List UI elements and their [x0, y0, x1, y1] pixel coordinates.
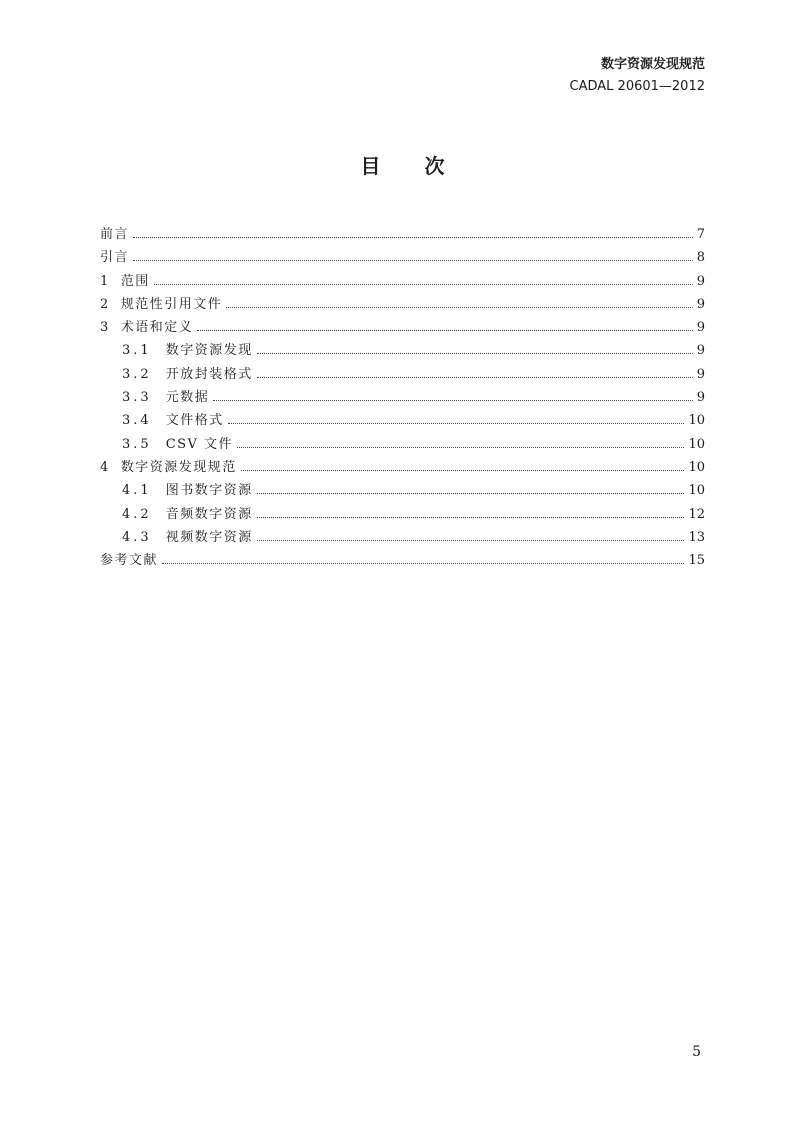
- toc-entry-title: 元数据: [165, 390, 210, 406]
- toc-leader: [257, 492, 685, 494]
- toc-entry-title: 开放封装格式: [165, 366, 253, 382]
- toc-entry-page: 9: [696, 343, 705, 359]
- toc-entry-title: 文件格式: [165, 413, 224, 429]
- toc-entry-number: 3.1: [122, 343, 152, 359]
- toc-entry-number: 3.5: [122, 436, 152, 452]
- toc-subentry[interactable]: [100, 386, 705, 409]
- toc-entry-title: 引言: [100, 250, 130, 266]
- toc-entry-page: 9: [696, 390, 705, 406]
- toc-leader: [213, 399, 693, 401]
- standard-code: CADAL 20601—2012: [569, 79, 705, 94]
- standard-title: 数字资源发现规范: [600, 57, 705, 72]
- toc-entry-title: 视频数字资源: [165, 529, 253, 545]
- toc-entry-page: 10: [688, 413, 705, 429]
- toc-entry-page: 9: [696, 320, 705, 336]
- toc-entry-title: 图书数字资源: [165, 483, 253, 499]
- toc-entry-title: 数字资源发现: [165, 343, 253, 359]
- toc-entry-page: 15: [688, 553, 705, 569]
- toc-subentry[interactable]: [100, 433, 705, 456]
- toc-entry-page: 9: [696, 366, 705, 382]
- toc-entry-number: 3.3: [122, 390, 152, 406]
- toc-subentry[interactable]: [100, 339, 705, 362]
- toc-leader: [133, 259, 693, 261]
- toc-leader: [257, 516, 685, 518]
- toc-leader: [162, 562, 684, 564]
- toc-entry[interactable]: [100, 223, 705, 246]
- toc-entry-number: 4: [100, 459, 109, 475]
- toc-entry-title: 前言: [100, 227, 130, 242]
- toc-entry-title: 音频数字资源: [165, 506, 253, 522]
- toc-entry-title: CSV 文件: [165, 436, 234, 452]
- toc-subentry[interactable]: [100, 526, 705, 549]
- toc-subentry[interactable]: [100, 479, 705, 502]
- toc-leader: [257, 539, 685, 541]
- toc-leader: [154, 283, 693, 285]
- toc-entry-page: 13: [688, 529, 705, 545]
- toc-leader: [133, 236, 693, 238]
- toc-entry-title: 参考文献: [100, 553, 159, 569]
- toc-entry-number: 4.1: [122, 483, 152, 499]
- toc-entry-page: 10: [688, 459, 705, 475]
- toc-leader: [237, 446, 684, 448]
- toc-entry-number: 1: [100, 273, 109, 289]
- toc-entry[interactable]: [100, 456, 705, 479]
- page-title: 目次: [360, 154, 489, 178]
- toc-leader: [257, 376, 693, 378]
- toc-entry-number: 2: [100, 296, 109, 312]
- toc-entry[interactable]: [100, 293, 705, 316]
- toc-entry-page: 9: [696, 296, 705, 312]
- toc-leader: [228, 422, 685, 424]
- toc-entry[interactable]: [100, 246, 705, 269]
- toc-entry-page: 7: [696, 227, 705, 242]
- toc-entry[interactable]: [100, 549, 705, 572]
- toc-entry-title: 范围: [120, 273, 150, 289]
- page-number: 5: [692, 1044, 701, 1060]
- toc-subentry[interactable]: [100, 503, 705, 526]
- toc-entry-page: 8: [696, 250, 705, 266]
- toc-entry-number: 3.4: [122, 413, 152, 429]
- table-of-contents: [100, 223, 705, 572]
- toc-entry-page: 12: [688, 506, 705, 522]
- toc-entry-page: 10: [688, 483, 705, 499]
- toc-entry-page: 10: [688, 436, 705, 452]
- toc-entry-number: 4.2: [122, 506, 152, 522]
- toc-leader: [241, 469, 685, 471]
- toc-entry-title: 规范性引用文件: [120, 296, 223, 312]
- toc-leader: [226, 306, 692, 308]
- toc-subentry[interactable]: [100, 409, 705, 432]
- toc-entry[interactable]: [100, 270, 705, 293]
- toc-entry[interactable]: [100, 316, 705, 339]
- toc-entry-title: 术语和定义: [120, 320, 194, 336]
- toc-entry-number: 3: [100, 320, 109, 336]
- toc-leader: [257, 352, 693, 354]
- toc-entry-title: 数字资源发现规范: [120, 459, 237, 475]
- toc-entry-page: 9: [696, 273, 705, 289]
- document-header: [570, 54, 705, 98]
- toc-entry-number: 4.3: [122, 529, 152, 545]
- toc-subentry[interactable]: [100, 363, 705, 386]
- toc-entry-number: 3.2: [122, 366, 152, 382]
- toc-leader: [197, 329, 692, 331]
